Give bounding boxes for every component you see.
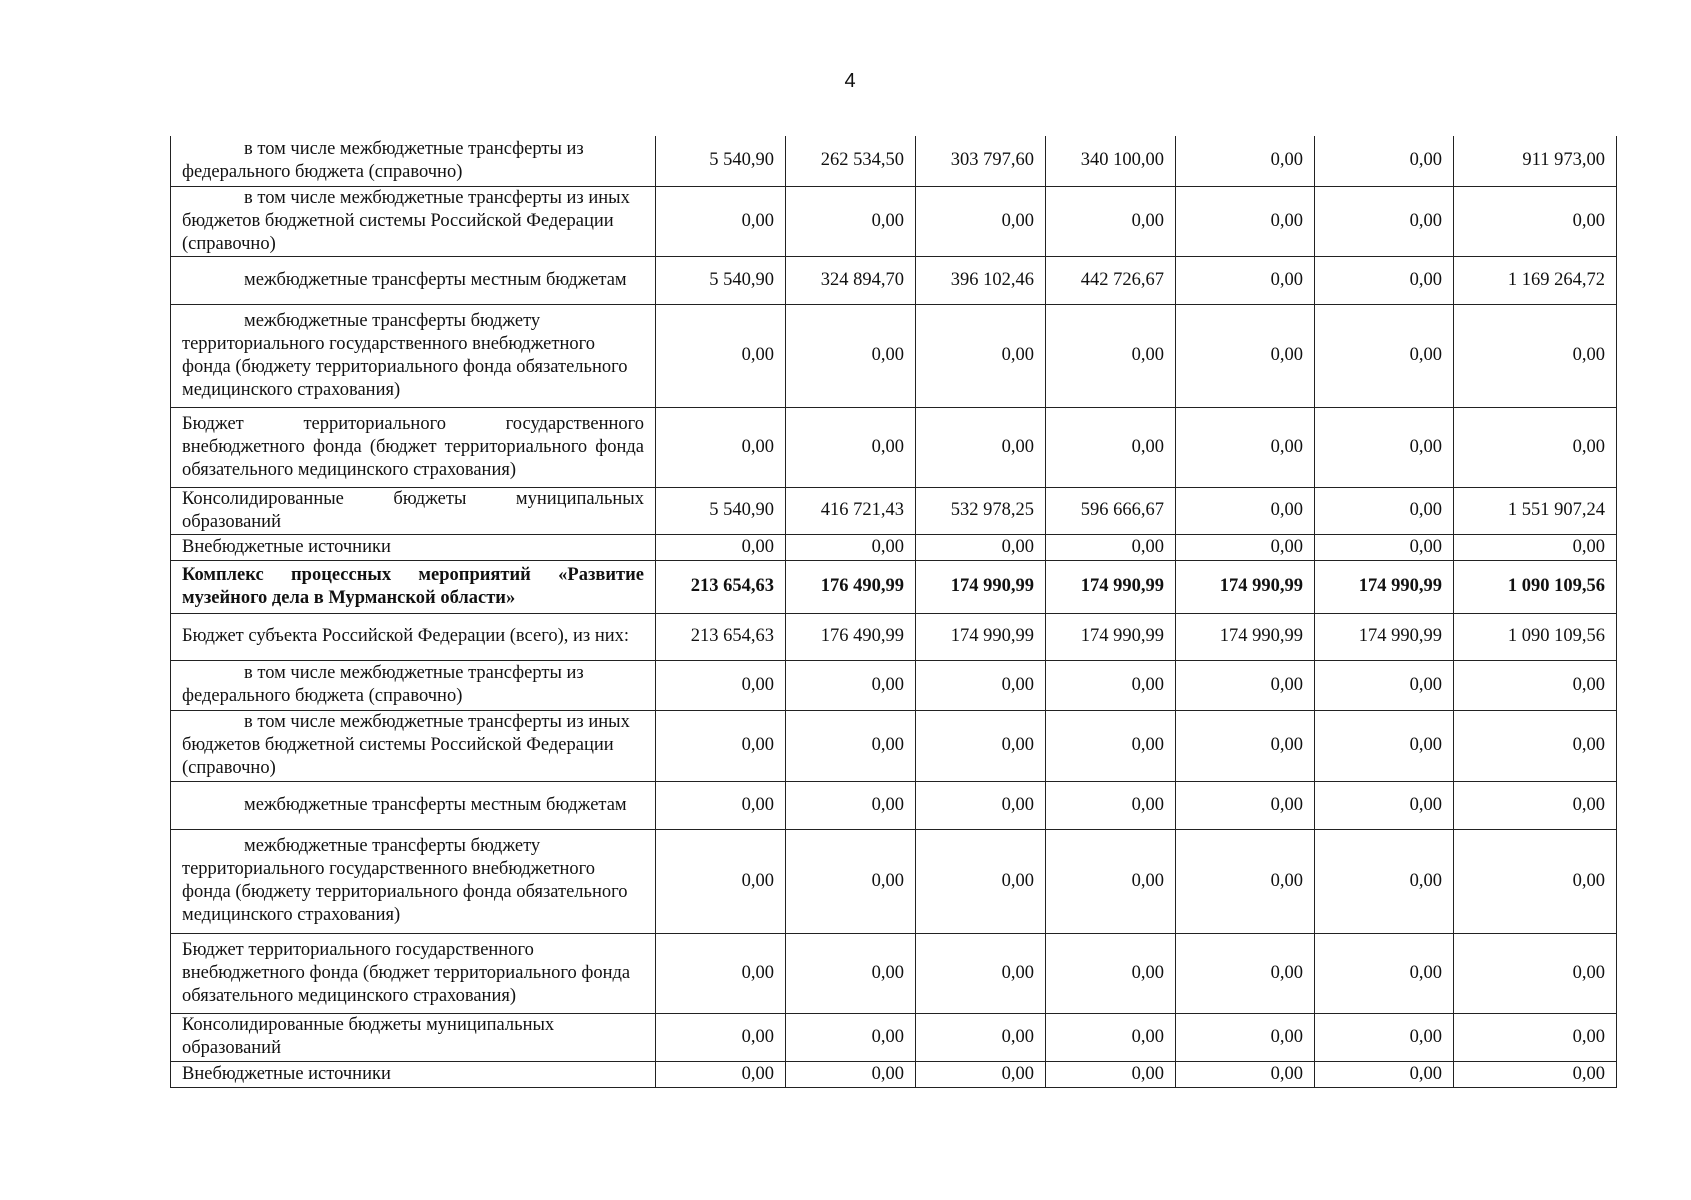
value-cell: 5 540,90 (656, 256, 786, 304)
value-cell: 1 551 907,24 (1454, 487, 1617, 534)
value-cell: 0,00 (1315, 933, 1454, 1013)
table-row (171, 829, 1617, 933)
value-cell: 176 490,99 (786, 560, 916, 613)
value-cell: 1 169 264,72 (1454, 256, 1617, 304)
value-cell: 262 534,50 (786, 136, 916, 186)
table-row (171, 781, 1617, 829)
value-cell: 1 090 109,56 (1454, 560, 1617, 613)
table-row (171, 256, 1617, 304)
value-cell: 0,00 (786, 304, 916, 407)
value-cell: 0,00 (656, 186, 786, 256)
row-label: в том числе межбюджетные трансферты из федерального бюджета (справочно) (171, 660, 656, 710)
value-cell: 0,00 (1046, 660, 1176, 710)
value-cell: 0,00 (1315, 304, 1454, 407)
table-row (171, 1013, 1617, 1061)
value-cell: 0,00 (916, 1013, 1046, 1061)
row-label: Внебюджетные источники (171, 534, 656, 560)
value-cell: 0,00 (1176, 136, 1315, 186)
row-label: Консолидированные бюджеты муниципальных образований (171, 1013, 656, 1061)
value-cell: 0,00 (1176, 710, 1315, 781)
row-label: в том числе межбюджетные трансферты из иных бюджетов бюджетной системы Российской Федерации (справочно) (171, 186, 656, 256)
value-cell: 596 666,67 (1046, 487, 1176, 534)
value-cell: 0,00 (786, 660, 916, 710)
value-cell: 0,00 (1046, 829, 1176, 933)
value-cell: 0,00 (1454, 1061, 1617, 1087)
value-cell: 532 978,25 (916, 487, 1046, 534)
value-cell: 0,00 (1046, 304, 1176, 407)
value-cell: 0,00 (1176, 829, 1315, 933)
value-cell: 0,00 (656, 407, 786, 487)
value-cell: 0,00 (916, 933, 1046, 1013)
table-row (171, 534, 1617, 560)
value-cell: 0,00 (1315, 487, 1454, 534)
table-row (171, 136, 1617, 186)
value-cell: 174 990,99 (1315, 613, 1454, 660)
table-row (171, 1061, 1617, 1087)
value-cell: 0,00 (786, 933, 916, 1013)
value-cell: 0,00 (1176, 660, 1315, 710)
value-cell: 0,00 (1454, 534, 1617, 560)
value-cell: 0,00 (1315, 829, 1454, 933)
value-cell: 0,00 (1454, 407, 1617, 487)
table-row (171, 407, 1617, 487)
table-row (171, 487, 1617, 534)
value-cell: 0,00 (656, 1061, 786, 1087)
value-cell: 0,00 (786, 1061, 916, 1087)
row-label: Консолидированные бюджеты муниципальных образований (171, 487, 656, 534)
value-cell: 176 490,99 (786, 613, 916, 660)
value-cell: 0,00 (1046, 1061, 1176, 1087)
value-cell: 0,00 (1046, 534, 1176, 560)
value-cell: 0,00 (786, 710, 916, 781)
value-cell: 0,00 (916, 186, 1046, 256)
value-cell: 0,00 (656, 933, 786, 1013)
value-cell: 0,00 (916, 781, 1046, 829)
value-cell: 0,00 (1176, 407, 1315, 487)
value-cell: 0,00 (656, 1013, 786, 1061)
value-cell: 0,00 (1315, 407, 1454, 487)
table-row (171, 613, 1617, 660)
value-cell: 340 100,00 (1046, 136, 1176, 186)
page-number: 4 (844, 70, 856, 92)
table-row (171, 710, 1617, 781)
value-cell: 0,00 (916, 407, 1046, 487)
row-label: Бюджет территориального государственного внебюджетного фонда (бюджет территориального фонда обязательного медицинского страхования) (171, 933, 656, 1013)
value-cell: 0,00 (656, 710, 786, 781)
value-cell: 0,00 (916, 660, 1046, 710)
value-cell: 0,00 (1046, 781, 1176, 829)
value-cell: 0,00 (786, 781, 916, 829)
value-cell: 0,00 (1046, 933, 1176, 1013)
value-cell: 0,00 (1315, 781, 1454, 829)
value-cell: 174 990,99 (1176, 560, 1315, 613)
value-cell: 324 894,70 (786, 256, 916, 304)
value-cell: 416 721,43 (786, 487, 916, 534)
value-cell: 0,00 (786, 829, 916, 933)
value-cell: 5 540,90 (656, 136, 786, 186)
value-cell: 0,00 (786, 534, 916, 560)
value-cell: 0,00 (1176, 1061, 1315, 1087)
value-cell: 0,00 (1454, 304, 1617, 407)
row-label: Бюджет территориального государственного внебюджетного фонда (бюджет территориального фонда обязательного медицинского страхования) (171, 407, 656, 487)
row-label: межбюджетные трансферты бюджету территориального государственного внебюджетного фонда (бюджету территориального фонда обязательного медицинского страхования) (171, 829, 656, 933)
value-cell: 174 990,99 (1315, 560, 1454, 613)
table-row (171, 560, 1617, 613)
value-cell: 0,00 (1176, 933, 1315, 1013)
value-cell: 303 797,60 (916, 136, 1046, 186)
value-cell: 0,00 (1315, 1013, 1454, 1061)
value-cell: 0,00 (656, 781, 786, 829)
value-cell: 1 090 109,56 (1454, 613, 1617, 660)
table-row (171, 933, 1617, 1013)
value-cell: 0,00 (786, 1013, 916, 1061)
value-cell: 174 990,99 (1176, 613, 1315, 660)
value-cell: 0,00 (916, 534, 1046, 560)
value-cell: 174 990,99 (916, 560, 1046, 613)
value-cell: 174 990,99 (916, 613, 1046, 660)
budget-table (170, 136, 1617, 1088)
value-cell: 0,00 (1315, 1061, 1454, 1087)
value-cell: 396 102,46 (916, 256, 1046, 304)
value-cell: 174 990,99 (1046, 613, 1176, 660)
value-cell: 0,00 (656, 304, 786, 407)
value-cell: 174 990,99 (1046, 560, 1176, 613)
value-cell: 0,00 (1454, 710, 1617, 781)
value-cell: 0,00 (786, 186, 916, 256)
table-row (171, 304, 1617, 407)
value-cell: 0,00 (1176, 781, 1315, 829)
value-cell: 0,00 (1046, 1013, 1176, 1061)
value-cell: 0,00 (916, 304, 1046, 407)
row-label: межбюджетные трансферты местным бюджетам (171, 256, 656, 304)
row-label: Внебюджетные источники (171, 1061, 656, 1087)
value-cell: 0,00 (1046, 186, 1176, 256)
value-cell: 0,00 (1454, 1013, 1617, 1061)
row-label: межбюджетные трансферты местным бюджетам (171, 781, 656, 829)
row-label: в том числе межбюджетные трансферты из иных бюджетов бюджетной системы Российской Федерации (справочно) (171, 710, 656, 781)
value-cell: 0,00 (1315, 256, 1454, 304)
value-cell: 0,00 (1315, 136, 1454, 186)
value-cell: 213 654,63 (656, 560, 786, 613)
value-cell: 0,00 (1315, 534, 1454, 560)
value-cell: 0,00 (916, 829, 1046, 933)
value-cell: 213 654,63 (656, 613, 786, 660)
value-cell: 0,00 (1176, 186, 1315, 256)
value-cell: 0,00 (916, 1061, 1046, 1087)
value-cell: 0,00 (916, 710, 1046, 781)
table-row (171, 660, 1617, 710)
value-cell: 0,00 (1176, 1013, 1315, 1061)
value-cell: 0,00 (1176, 534, 1315, 560)
value-cell: 0,00 (656, 829, 786, 933)
value-cell: 0,00 (1315, 710, 1454, 781)
value-cell: 0,00 (656, 534, 786, 560)
value-cell: 0,00 (1454, 186, 1617, 256)
value-cell: 0,00 (786, 407, 916, 487)
row-label: межбюджетные трансферты бюджету территориального государственного внебюджетного фонда (бюджету территориального фонда обязательного медицинского страхования) (171, 304, 656, 407)
value-cell: 0,00 (1454, 829, 1617, 933)
value-cell: 0,00 (1176, 256, 1315, 304)
row-label: Бюджет субъекта Российской Федерации (всего), из них: (171, 613, 656, 660)
value-cell: 0,00 (1454, 781, 1617, 829)
row-label: в том числе межбюджетные трансферты из федерального бюджета (справочно) (171, 136, 656, 186)
table-row (171, 186, 1617, 256)
value-cell: 0,00 (1315, 186, 1454, 256)
value-cell: 442 726,67 (1046, 256, 1176, 304)
value-cell: 0,00 (1176, 487, 1315, 534)
value-cell: 0,00 (1454, 660, 1617, 710)
value-cell: 5 540,90 (656, 487, 786, 534)
value-cell: 0,00 (1454, 933, 1617, 1013)
value-cell: 0,00 (1046, 710, 1176, 781)
row-label: Комплекс процессных мероприятий «Развитие музейного дела в Мурманской области» (171, 560, 656, 613)
value-cell: 0,00 (656, 660, 786, 710)
value-cell: 911 973,00 (1454, 136, 1617, 186)
value-cell: 0,00 (1046, 407, 1176, 487)
value-cell: 0,00 (1315, 660, 1454, 710)
value-cell: 0,00 (1176, 304, 1315, 407)
